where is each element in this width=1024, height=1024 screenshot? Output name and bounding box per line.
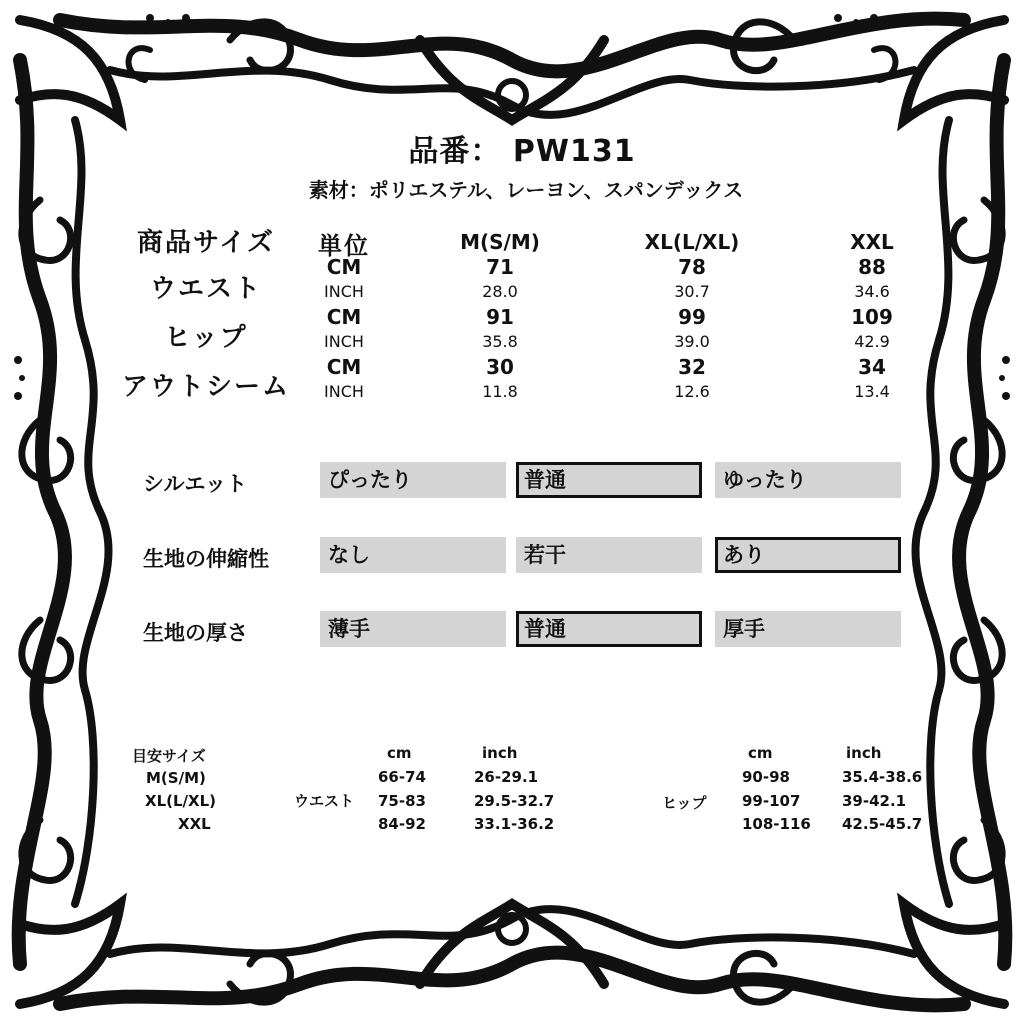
- silhouette-option-tight: ぴったり: [320, 462, 506, 498]
- guide-hip-inch: 39-42.1: [842, 792, 907, 810]
- hip-cm-xl: 99: [678, 305, 706, 329]
- thickness-option-thin: 薄手: [320, 611, 506, 647]
- hip-inch-xxl: 42.9: [854, 332, 890, 351]
- outseam-inch-xxl: 13.4: [854, 382, 890, 401]
- thickness-option-regular: 普通: [516, 611, 702, 647]
- stretch-option-none: なし: [320, 537, 506, 573]
- size-header-m: M(S/M): [460, 230, 540, 254]
- unit-cm: CM: [326, 255, 362, 279]
- guide-waist-inch-header: inch: [482, 744, 518, 762]
- guide-size-m: M(S/M): [146, 769, 206, 787]
- product-title: 品番： PW131: [408, 134, 636, 169]
- waist-cm-m: 71: [486, 255, 514, 279]
- guide-hip-cm: 108-116: [742, 815, 811, 833]
- unit-header: 単位: [318, 232, 370, 260]
- outseam-cm-xxl: 34: [858, 355, 886, 379]
- material-line: 素材：ポリエステル、レーヨン、スパンデックス: [308, 178, 744, 202]
- guide-size-xxl: XXL: [178, 815, 211, 833]
- unit-cm: CM: [326, 355, 362, 379]
- unit-inch: INCH: [324, 382, 364, 401]
- guide-hip-label: ヒップ: [662, 794, 707, 812]
- attribute-label-thickness: 生地の厚さ: [143, 621, 248, 645]
- guide-waist-label: ウエスト: [294, 792, 355, 810]
- guide-waist-cm: 75-83: [378, 792, 426, 810]
- guide-waist-cm: 66-74: [378, 768, 426, 786]
- waist-inch-xl: 30.7: [674, 282, 710, 301]
- waist-inch-m: 28.0: [482, 282, 518, 301]
- size-guide-title: 目安サイズ: [132, 747, 206, 765]
- outseam-inch-m: 11.8: [482, 382, 518, 401]
- guide-hip-cm: 99-107: [742, 792, 801, 810]
- silhouette-option-loose: ゆったり: [715, 462, 901, 498]
- guide-hip-inch: 35.4-38.6: [842, 768, 923, 786]
- guide-waist-cm: 84-92: [378, 815, 426, 833]
- hip-inch-xl: 39.0: [674, 332, 710, 351]
- unit-cm: CM: [326, 305, 362, 329]
- guide-hip-inch: 42.5-45.7: [842, 815, 923, 833]
- waist-cm-xl: 78: [678, 255, 706, 279]
- row-label-hip: ヒップ: [164, 323, 248, 353]
- guide-hip-cm: 90-98: [742, 768, 790, 786]
- guide-hip-inch-header: inch: [846, 744, 882, 762]
- attribute-label-silhouette: シルエット: [143, 472, 248, 496]
- waist-inch-xxl: 34.6: [854, 282, 890, 301]
- size-header-xl: XL(L/XL): [644, 230, 740, 254]
- size-table-corner-label: 商品サイズ: [137, 228, 275, 258]
- silhouette-option-regular: 普通: [516, 462, 702, 498]
- hip-inch-m: 35.8: [482, 332, 518, 351]
- guide-hip-cm-header: cm: [748, 744, 773, 762]
- guide-size-xl: XL(L/XL): [145, 792, 216, 810]
- attribute-label-stretch: 生地の伸縮性: [143, 547, 269, 571]
- outseam-cm-xl: 32: [678, 355, 706, 379]
- stretch-option-yes: あり: [715, 537, 901, 573]
- size-header-xxl: XXL: [850, 230, 894, 254]
- hip-cm-xxl: 109: [851, 305, 893, 329]
- hip-cm-m: 91: [486, 305, 514, 329]
- thickness-option-thick: 厚手: [715, 611, 901, 647]
- guide-waist-inch: 26-29.1: [474, 768, 539, 786]
- outseam-cm-m: 30: [486, 355, 514, 379]
- row-label-outseam: アウトシーム: [121, 372, 291, 402]
- row-label-waist: ウエスト: [149, 274, 263, 304]
- waist-cm-xxl: 88: [858, 255, 886, 279]
- guide-waist-inch: 33.1-36.2: [474, 815, 555, 833]
- outseam-inch-xl: 12.6: [674, 382, 710, 401]
- unit-inch: INCH: [324, 282, 364, 301]
- unit-inch: INCH: [324, 332, 364, 351]
- stretch-option-slight: 若干: [516, 537, 702, 573]
- guide-waist-inch: 29.5-32.7: [474, 792, 555, 810]
- guide-waist-cm-header: cm: [387, 744, 412, 762]
